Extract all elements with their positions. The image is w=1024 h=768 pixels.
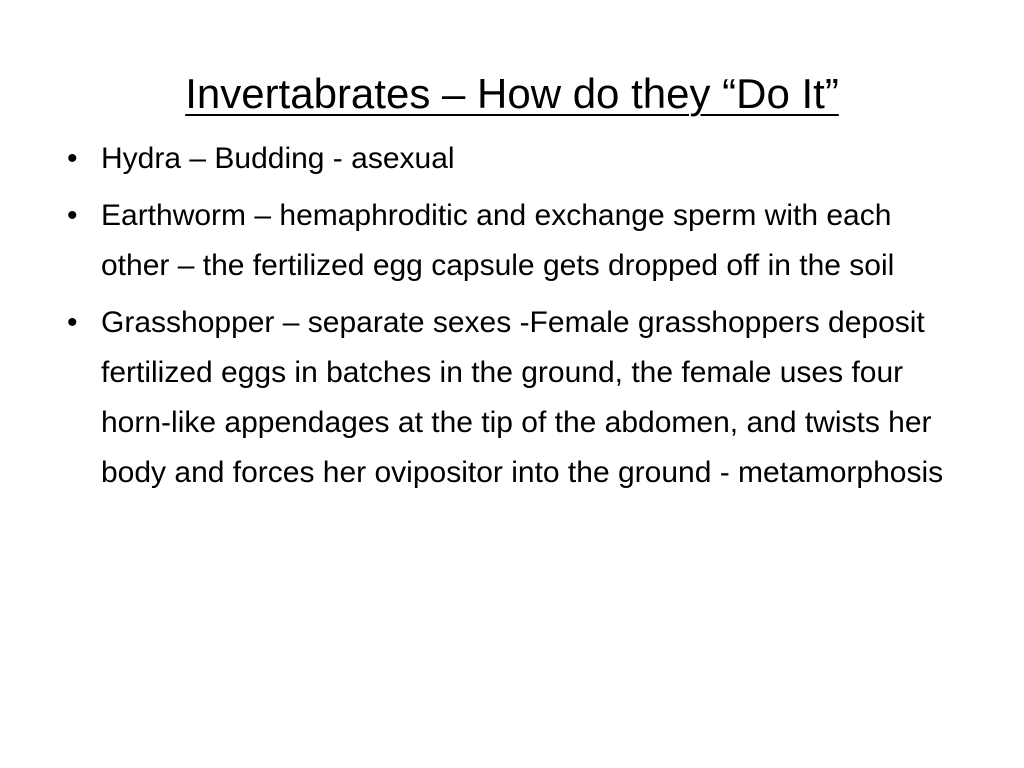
bullet-text: Grasshopper – separate sexes -Female grasshoppers deposit fertilized eggs in batches in the ground, the female uses four horn-like appendages at the tip of the abdomen, and twists her body and forces her ovipositor into the ground - metamorphosis — [101, 306, 944, 489]
bullet-icon: • — [67, 142, 78, 175]
slide-title: Invertabrates – How do they “Do It” — [185, 70, 839, 117]
bullet-item-grasshopper — [66, 298, 966, 498]
bullet-text: Earthworm – hemaphroditic and exchange sperm with each other – the fertilized egg capsule gets dropped off in the soil — [101, 199, 895, 282]
bullet-text: Hydra – Budding - asexual — [101, 142, 455, 175]
bullet-list — [66, 134, 966, 505]
bullet-icon: • — [67, 199, 78, 232]
bullet-item-hydra — [66, 134, 966, 184]
bullet-icon: • — [67, 306, 78, 339]
bullet-item-earthworm — [66, 191, 966, 291]
